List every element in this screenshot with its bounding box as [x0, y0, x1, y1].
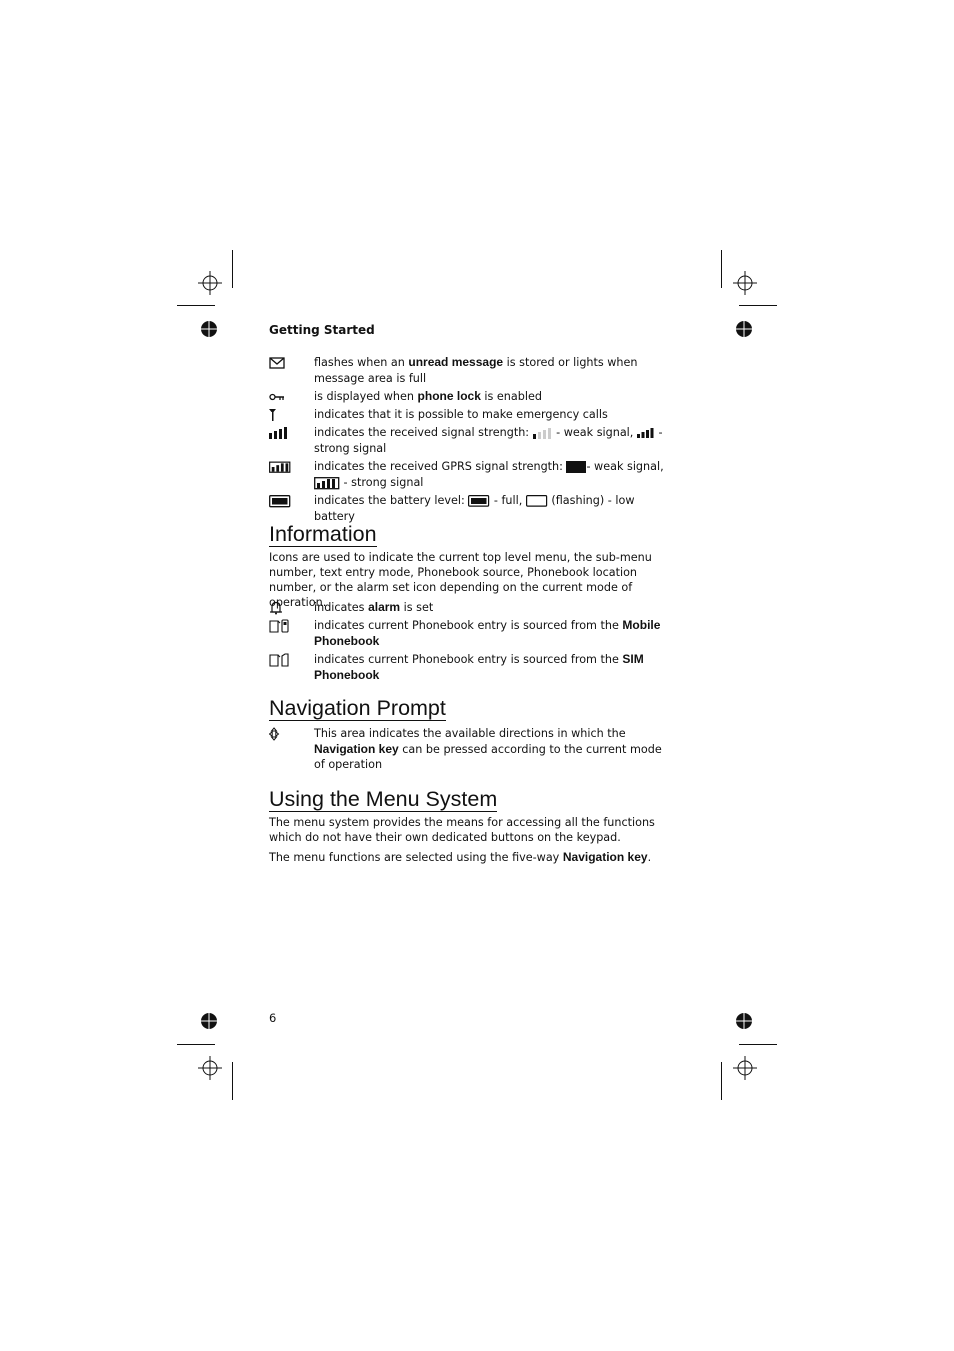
crop-line — [232, 1062, 233, 1100]
filled-registration-dot-icon — [200, 320, 218, 338]
alarm-bell-icon — [269, 601, 291, 615]
key-icon — [269, 390, 291, 404]
crop-line — [177, 1044, 215, 1045]
list-item: This area indicates the available directions in which the Navigation key can be pressed according to the current mode of operation — [269, 726, 664, 773]
section-heading-menu-system: Using the Menu System — [269, 787, 498, 811]
antenna-icon — [269, 408, 291, 422]
filled-registration-dot-icon — [200, 1012, 218, 1030]
gprs-strong-signal-icon — [314, 476, 340, 490]
signal-bars-icon — [269, 426, 291, 440]
list-item: indicates the received signal strength: - weak signal, - strong signal — [269, 425, 664, 456]
list-item: indicates current Phonebook entry is sourced from the Mobile Phonebook — [269, 618, 664, 649]
crop-line — [177, 305, 215, 306]
list-item: indicates current Phonebook entry is sourced from the SIM Phonebook — [269, 652, 664, 683]
crop-line — [721, 250, 722, 288]
registration-mark-icon — [733, 271, 757, 295]
registration-mark-icon — [198, 1056, 222, 1080]
list-item: is displayed when phone lock is enabled — [269, 389, 664, 405]
battery-full-icon — [468, 495, 490, 507]
menu-system-paragraph: The menu system provides the means for accessing all the functions which do not have their own dedicated buttons on the keypad. — [269, 816, 655, 844]
sim-phonebook-icon — [269, 653, 291, 667]
gprs-signal-icon — [269, 460, 291, 474]
battery-low-icon — [526, 495, 548, 507]
list-item: indicates alarm is set — [269, 600, 664, 616]
information-intro: Icons are used to indicate the current top level menu, the sub-menu number, text entry mode, Phonebook source, Phonebook location number, or the alarm set icon depending on the current mode of operation. — [269, 551, 652, 609]
crop-line — [739, 1044, 777, 1045]
weak-signal-icon — [533, 427, 553, 439]
battery-icon — [269, 494, 291, 508]
crop-line — [232, 250, 233, 288]
gprs-weak-signal-icon — [566, 461, 586, 473]
list-item: indicates the battery level: - full, (flashing) - low battery — [269, 493, 664, 524]
filled-registration-dot-icon — [735, 1012, 753, 1030]
section-header: Getting Started — [269, 323, 375, 337]
list-item: indicates that it is possible to make emergency calls — [269, 407, 664, 423]
strong-signal-icon — [637, 428, 655, 438]
mobile-phonebook-icon — [269, 619, 291, 633]
crop-line — [739, 305, 777, 306]
page-number: 6 — [269, 1011, 277, 1025]
navigation-arrows-icon — [269, 727, 291, 741]
filled-registration-dot-icon — [735, 320, 753, 338]
crop-line — [721, 1062, 722, 1100]
section-heading-information: Information — [269, 522, 377, 546]
list-item: indicates the received GPRS signal strength: - weak signal, - strong signal — [269, 459, 664, 490]
menu-system-paragraph: The menu functions are selected using the five-way Navigation key. — [269, 850, 652, 864]
registration-mark-icon — [198, 271, 222, 295]
registration-mark-icon — [733, 1056, 757, 1080]
list-item: flashes when an unread message is stored or lights when message area is full — [269, 355, 664, 386]
section-heading-navigation-prompt: Navigation Prompt — [269, 696, 446, 720]
envelope-icon — [269, 356, 291, 370]
